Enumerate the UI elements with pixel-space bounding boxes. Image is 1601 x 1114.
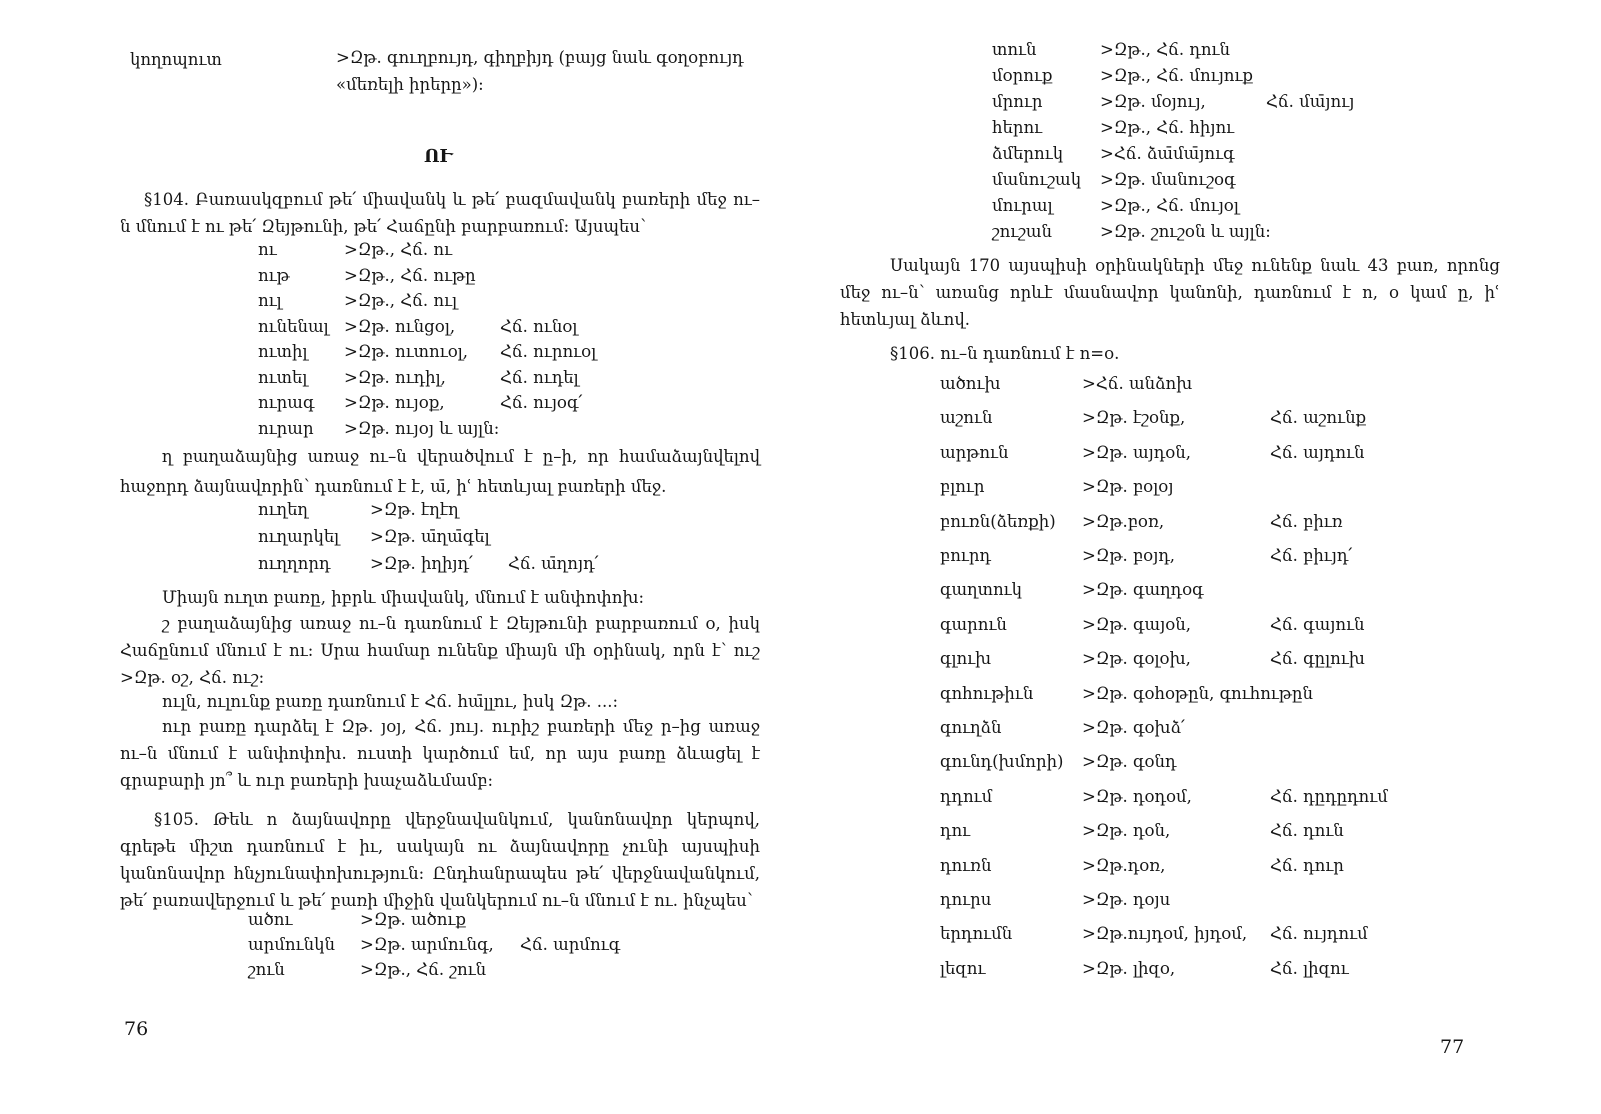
zeytun-reflex: >Զթ. դօդօմ,	[1082, 786, 1192, 806]
entry-headword: կողոպուտ	[130, 50, 222, 69]
hajin-reflex: Հճ. դուր	[1270, 855, 1344, 875]
headword: մուրալ	[992, 196, 1053, 215]
zeytun-reflex: >Զթ. դօն,	[1082, 821, 1171, 841]
headword: ածու	[248, 910, 293, 929]
headword: գարուն	[940, 614, 1007, 634]
headword: ուրար	[258, 418, 314, 438]
headword: ու	[258, 240, 277, 259]
zeytun-reflex: >Զթ. գայօն,	[1082, 614, 1192, 634]
paragraph-106: §106. ու–ն դառնում է ո=օ.	[890, 344, 1120, 363]
zeytun-reflex: >Հճ. ձա̄մա̄յուգ	[1100, 144, 1235, 163]
entry-reflex-line1: >Զթ. գուղբույդ, գիղբիյդ (բայց նաև գօղօբույդ	[336, 48, 744, 67]
headword: դու	[940, 821, 971, 841]
headword: արթուն	[940, 442, 1009, 462]
headword: դդում	[940, 786, 993, 806]
headword: գլուխ	[940, 649, 992, 669]
headword: ունենալ	[258, 316, 329, 336]
zeytun-reflex: >Զթ., Հճ. ուլ	[344, 291, 458, 310]
hajin-reflex: Հճ. ա̄ղոյդ՛	[508, 554, 599, 573]
zeytun-reflex: >Զթ. գօհօթըն, գուհութըն	[1082, 683, 1313, 703]
hajin-reflex: Հճ. ունօլ	[500, 316, 578, 336]
headword: հերու	[992, 118, 1043, 137]
headword: մանուշակ	[992, 170, 1082, 189]
headword: լեզու	[940, 958, 986, 978]
hajin-reflex: Հճ. լիզու	[1270, 958, 1349, 978]
headword: ուրագ	[258, 393, 315, 412]
headword: ուտել	[258, 367, 308, 387]
paragraph-sh: շ բաղաձայնից առաջ ու–ն դառնում է Զեյթունի բարբառում օ, իսկ Հաճընում մնում է ու: Սրա համար ունենք միայն մի օրինակ, որն է՝ ուշ >Զթ. օշ, Հճ. ուշ:	[120, 614, 760, 687]
headword: բուրդ	[940, 546, 991, 565]
headword: ութ	[258, 265, 290, 285]
zeytun-reflex: >Զթ. բօյդ,	[1082, 546, 1176, 565]
page-number-right: 77	[1440, 1036, 1465, 1058]
zeytun-reflex: >Զթ. էղէղ	[370, 500, 459, 519]
headword: բուռն(ձեռքի)	[940, 511, 1056, 531]
zeytun-reflex: >Զթ., Հճ. հիյու	[1100, 118, 1235, 137]
zeytun-reflex: >Զթ. բօլօյ	[1082, 477, 1174, 497]
hajin-reflex: Հճ. աշունք	[1270, 408, 1367, 428]
paragraph-105: §105. Թեև ո ձայնավորը վերջնավանկում, կանոնավոր կերպով, գրեթե միշտ դառնում է իւ, սակայն ու ձայնավորը չունի այսպիսի կանոնավոր հնչյունափոխություն: Ընդհանրապես թե՛ վերջնավանկում, թե՛ բառավերջում և թե՛ բառի միջին վանկերում ու–ն մնում է ու. ինչպես՝	[120, 810, 760, 910]
hajin-reflex: Հճ. բիւյդ՛	[1270, 546, 1353, 565]
headword: ուլ	[258, 291, 282, 310]
paragraph-104: §104. Բառասկզբում թե՛ միավանկ և թե՛ բազմավանկ բառերի մեջ ու–ն մնում է ու թե՛ Զեյթունի, թե՛ Հաճընի բարբառում: Այսպես՝	[120, 190, 760, 236]
hajin-reflex: Հճ. այդուն	[1270, 442, 1365, 462]
zeytun-reflex: >Զթ.ույդօմ, իյդօմ,	[1082, 924, 1248, 944]
zeytun-reflex: >Զթ., Հճ. ութը	[344, 265, 476, 285]
zeytun-reflex: >Զթ. ույօյ և այլն:	[344, 418, 500, 438]
zeytun-reflex: >Զթ. լիզօ,	[1082, 958, 1176, 978]
paragraph-gh: ղ բաղաձայնից առաջ ու–ն վերածվում է ը–ի, որ համաձայնվելով հաջորդ ձայնավորին՝ դառնում է է, ա̄, իՙ հետևյալ բառերի մեջ.	[120, 447, 760, 496]
zeytun-reflex: >Զթ. ույօք,	[344, 393, 445, 412]
zeytun-reflex: >Զթ.դօռ,	[1082, 855, 1166, 875]
hajin-reflex: Հճ. ույօգ՛	[500, 393, 583, 412]
zeytun-reflex: >Զթ. ուտուօլ,	[344, 342, 469, 361]
zeytun-reflex: >Զթ., Հճ. մույուք	[1100, 66, 1253, 85]
zeytun-reflex: >Զթ. ա̄ղա̄գել	[370, 527, 490, 546]
hajin-reflex: Հճ. գայուն	[1270, 614, 1365, 634]
headword: արմունկն	[248, 935, 335, 954]
headword: ուղղորդ	[258, 554, 331, 573]
headword: գունդ(խմորի)	[940, 752, 1064, 772]
headword: ուտիլ	[258, 342, 308, 361]
section-heading: ՈՒ	[424, 146, 453, 167]
zeytun-reflex: >Զթ., Հճ. մույօլ	[1100, 196, 1239, 215]
zeytun-reflex: >Զթ., Հճ. շուն	[360, 960, 487, 979]
hajin-reflex: Հճ. արմուգ	[520, 935, 621, 954]
zeytun-reflex: >Զթ. իղիյդ՛	[370, 554, 473, 573]
zeytun-reflex: >Զթ. գօխձ՛	[1082, 718, 1185, 737]
headword: ածուխ	[940, 374, 1001, 393]
headword: մօրուք	[992, 66, 1053, 85]
zeytun-reflex: >Հճ. անձոխ	[1082, 374, 1193, 393]
paragraph-ught: Միայն ուղտ բառը, իբրև միավանկ, մնում է անփոփոխ:	[162, 588, 645, 607]
headword: գոհութիւն	[940, 683, 1034, 703]
zeytun-reflex: >Զթ. այդօն,	[1082, 442, 1192, 462]
zeytun-reflex: >Զթ. դօյս	[1082, 890, 1171, 909]
headword: գաղտուկ	[940, 580, 1023, 600]
headword: գուղձն	[940, 718, 1002, 737]
paragraph-ul: ուլն, ուլունք բառը դառնում է Հճ. հա̄լլու, իսկ Զթ. ...:	[162, 692, 619, 711]
hajin-reflex: Հճ. գըլուխ	[1270, 649, 1365, 669]
paragraph-170: Սակայն 170 այսպիսի օրինակների մեջ ունենք նաև 43 բառ, որոնց մեջ ու–ն՝ առանց որևէ մասնավոր կանոնի, դառնում է ո, օ կամ ը, իՙ հետևյալ ձևով.	[840, 256, 1500, 329]
hajin-reflex: Հճ. ույդում	[1270, 924, 1368, 944]
zeytun-reflex: >Զթ. գօնդ	[1082, 752, 1177, 772]
left-page	[0, 0, 800, 1114]
headword: շուն	[248, 960, 285, 979]
headword: երդումն	[940, 924, 1013, 944]
page-number-left: 76	[124, 1018, 149, 1040]
hajin-reflex: Հճ. բիւռ	[1270, 511, 1343, 531]
zeytun-reflex: >Զթ. գաղդօգ	[1082, 580, 1204, 600]
right-page	[800, 0, 1601, 1114]
hajin-reflex: Հճ. դուն	[1270, 821, 1344, 841]
headword: ուղեղ	[258, 500, 309, 519]
headword: ձմերուկ	[992, 144, 1064, 163]
headword: դուռն	[940, 855, 992, 875]
zeytun-reflex: >Զթ. ուդիլ,	[344, 367, 446, 387]
zeytun-reflex: >Զթ. մօյույ,	[1100, 92, 1206, 111]
headword: շուշան	[992, 222, 1053, 241]
zeytun-reflex: >Զթ.բօռ,	[1082, 511, 1165, 531]
headword: մրուր	[992, 92, 1043, 111]
hajin-reflex: Հճ. ուրուօլ	[500, 342, 597, 361]
headword: բլուր	[940, 477, 985, 497]
headword: դուրս	[940, 890, 992, 909]
zeytun-reflex: >Զթ., Հճ. ու	[344, 240, 453, 259]
hajin-reflex: Հճ. ուդել	[500, 367, 579, 387]
hajin-reflex: Հճ. դըդըդում	[1270, 786, 1388, 806]
entry-reflex-line2: «մեռելի իրերը»):	[336, 75, 484, 94]
zeytun-reflex: >Զթ. արմունգ,	[360, 935, 494, 954]
headword: աշուն	[940, 408, 993, 428]
zeytun-reflex: >Զթ. մանուշօգ	[1100, 170, 1236, 189]
headword: տուն	[992, 40, 1037, 59]
hajin-reflex: Հճ. մա̄յույ	[1266, 92, 1355, 111]
paragraph-ur: ուր բառը դարձել է Զթ. յօյ, Հճ. յույ. ուրիշ բառերի մեջ ր–ից առաջ ու–ն մնում է անփոփոխ. ուստի կարծում եմ, որ այս բառը ձևացել է գրաբարի յո՞ և ուր բառերի խաչաձևմամբ:	[120, 717, 760, 790]
headword: ուղարկել	[258, 527, 340, 546]
zeytun-reflex: >Զթ. շուշօն և այլն:	[1100, 222, 1271, 241]
zeytun-reflex: >Զթ. գօլօխ,	[1082, 649, 1191, 669]
zeytun-reflex: >Զթ. ածուք	[360, 910, 466, 929]
zeytun-reflex: >Զթ., Հճ. դուն	[1100, 40, 1231, 59]
zeytun-reflex: >Զթ. էշօնք,	[1082, 408, 1186, 428]
zeytun-reflex: >Զթ. ունցօլ,	[344, 316, 456, 336]
